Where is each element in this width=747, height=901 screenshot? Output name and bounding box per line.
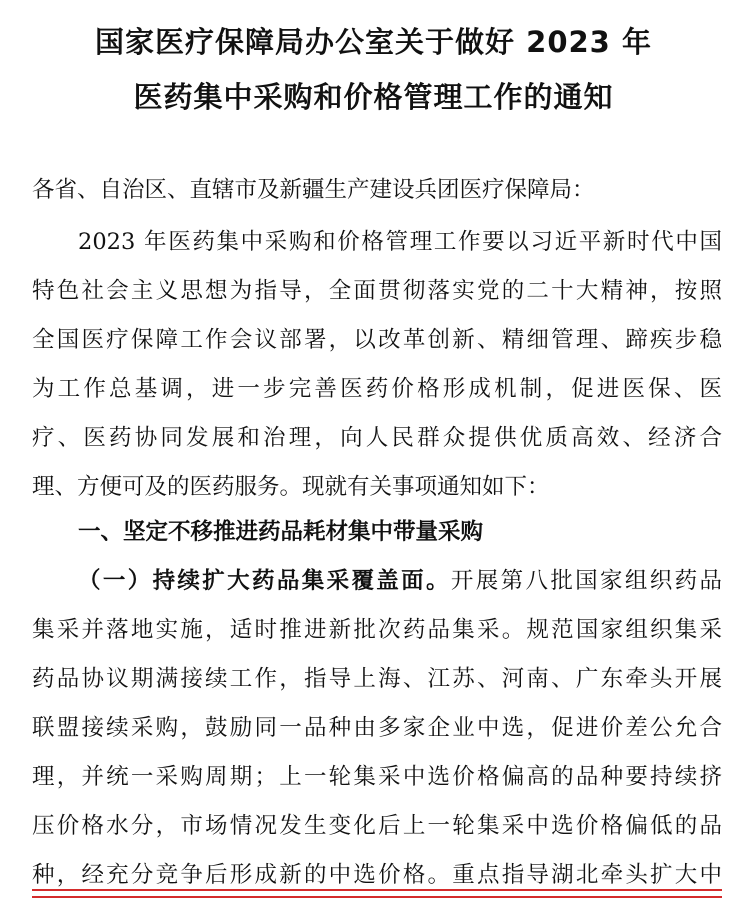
paragraph-1-line: 为工作总基调，进一步完善医药价格形成机制，促进医保、医 [32,376,722,402]
footer-red-rule-lower [32,896,722,898]
footer-red-rule-upper [32,889,722,891]
subsection-1-line: 集采并落地实施，适时推进新批次药品集采。规范国家组织集采 [32,617,722,643]
subsection-1-line: 种，经充分竞争后形成新的中选价格。重点指导湖北牵头扩大中 [32,862,722,888]
paragraph-1-line: 疗、医药协同发展和治理，向人民群众提供优质高效、经济合 [32,425,722,451]
subsection-1-line: 药品协议期满接续工作，指导上海、江苏、河南、广东牵头开展 [32,666,722,692]
subsection-1-first-line-text: 开展第八批国家组织药品 [450,568,722,594]
paragraph-1-line: 全国医疗保障工作会议部署，以改革创新、精细管理、蹄疾步稳 [32,327,722,353]
paragraph-1-line: 特色社会主义思想为指导，全面贯彻落实党的二十大精神，按照 [32,278,722,304]
subsection-1-line: 联盟接续采购，鼓励同一品种由多家企业中选，促进价差公允合 [32,715,722,741]
salutation: 各省、自治区、直辖市及新疆生产建设兵团医疗保障局： [32,177,595,203]
subsection-1-first-line [78,566,722,596]
paragraph-1-line: 理、方便可及的医药服务。现就有关事项通知如下： [32,474,550,500]
document-title-line-1: 国家医疗保障局办公室关于做好 2023 年 [95,25,652,59]
subsection-1-line: 压价格水分，市场情况发生变化后上一轮集采中选价格偏低的品 [32,813,722,839]
subsection-1-line: 理，并统一采购周期；上一轮集采中选价格偏高的品种要持续挤 [32,764,722,790]
paragraph-1-line: 2023 年医药集中采购和价格管理工作要以习近平新时代中国 [78,229,722,255]
subsection-1-label: （一）持续扩大药品集采覆盖面。 [78,568,451,594]
section-1-heading: 一、坚定不移推进药品耗材集中带量采购 [78,519,484,545]
document-title-line-2: 医药集中采购和价格管理工作的通知 [133,80,614,114]
